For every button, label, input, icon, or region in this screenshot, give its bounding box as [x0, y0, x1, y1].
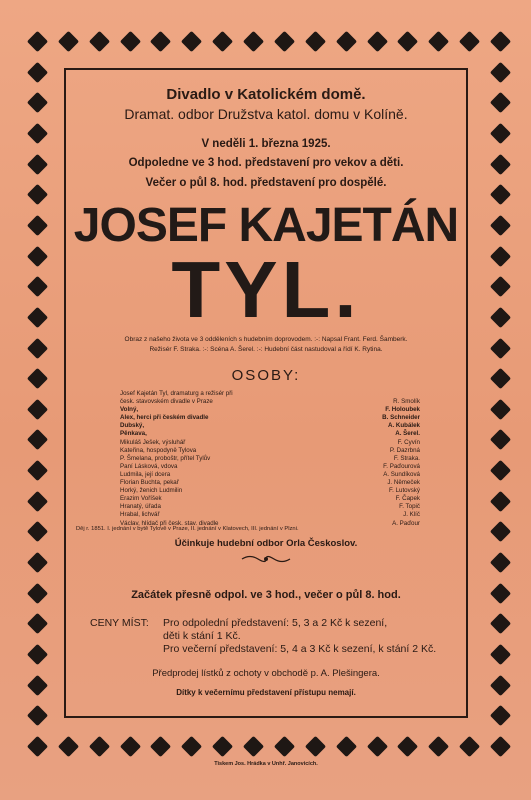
evening-line: Večer o půl 8. hod. představení pro dospělé.	[145, 177, 387, 189]
border-diamond	[490, 276, 511, 297]
cast-actor: F. Holoubek	[385, 406, 420, 414]
border-diamond	[181, 736, 202, 757]
cast-list	[120, 390, 420, 528]
cast-row	[120, 390, 420, 398]
cast-actor: R. Smolík	[393, 398, 420, 406]
cast-actor: A. Sundíková	[383, 470, 420, 478]
border-diamond	[490, 31, 511, 52]
border-diamond	[274, 736, 295, 757]
border-diamond	[490, 613, 511, 634]
subtitle-line-2: Režisér F. Straka. :-: Scéna A. Šerel. :-: Hudební část nastudoval a řídí K. Rytina.	[149, 346, 383, 353]
cast-role: Dubský,	[120, 422, 145, 430]
border-diamond	[27, 62, 48, 83]
notice-line: Dítky k večernímu představení přístupu nemají.	[176, 688, 356, 697]
cast-role: česk. stavovském divadle v Praze	[120, 398, 213, 406]
cast-role: Volný,	[120, 406, 139, 414]
cast-role: Alex, herci při českém divadle	[120, 414, 209, 422]
border-diamond	[27, 583, 48, 604]
border-diamond	[27, 307, 48, 328]
border-diamond	[490, 215, 511, 236]
prices-evening: Pro večerní představení: 5, 4 a 3 Kč k sezení, k stání 2 Kč.	[163, 643, 437, 655]
border-diamond	[212, 736, 233, 757]
border-diamond	[150, 736, 171, 757]
cast-actor: F. Cyvín	[397, 438, 420, 446]
border-diamond	[27, 521, 48, 542]
prices-afternoon: Pro odpolední představení: 5, 3 a 2 Kč k sezení,	[163, 617, 388, 629]
organizer-line: Dramat. odbor Družstva katol. domu v Kolíně.	[124, 106, 408, 122]
border-diamond	[459, 736, 480, 757]
title-line-2: TYL.	[171, 245, 361, 334]
cast-role: Hranatý, úřada	[120, 503, 161, 511]
border-diamond	[274, 31, 295, 52]
cast-role: Horký, ženich Ludmilin	[120, 487, 183, 495]
border-diamond	[27, 123, 48, 144]
border-diamond	[27, 399, 48, 420]
border-diamond	[27, 368, 48, 389]
cast-actor: B. Schneider	[382, 414, 420, 422]
border-diamond	[27, 184, 48, 205]
border-diamond	[366, 736, 387, 757]
border-diamond	[490, 675, 511, 696]
border-diamond	[490, 521, 511, 542]
border-diamond	[490, 429, 511, 450]
border-diamond	[305, 736, 326, 757]
border-diamond	[336, 736, 357, 757]
border-diamond	[27, 675, 48, 696]
prices-afternoon-kids: děti k stání 1 Kč.	[163, 630, 241, 642]
cast-row	[120, 406, 420, 414]
border-diamond	[27, 153, 48, 174]
border-diamond	[490, 583, 511, 604]
border-diamond	[490, 245, 511, 266]
cast-role: Václav, hlídač při česk. stav. divadle	[120, 519, 219, 527]
border-diamond	[27, 552, 48, 573]
cast-row	[120, 422, 420, 430]
border-diamond	[490, 460, 511, 481]
start-line: Začátek přesně odpol. ve 3 hod., večer o půl 8. hod.	[131, 589, 401, 601]
border-diamond	[428, 736, 449, 757]
border-diamond	[27, 460, 48, 481]
date-line: V neděli 1. března 1925.	[201, 138, 331, 150]
printer-line: Tiskem Jos. Hrádka v Unhř. Janovicích.	[214, 761, 318, 767]
border-diamond	[27, 215, 48, 236]
border-diamond	[490, 399, 511, 420]
border-diamond	[27, 644, 48, 665]
cast-row	[120, 471, 420, 479]
border-diamond	[243, 736, 264, 757]
border-diamond	[490, 705, 511, 726]
cast-row	[120, 511, 420, 519]
border-diamond	[27, 92, 48, 113]
border-diamond	[459, 31, 480, 52]
cast-row	[120, 463, 420, 471]
cast-actor: J. Klíč	[403, 511, 420, 519]
border-diamond	[490, 337, 511, 358]
cast-actor: F. Lutovský	[389, 487, 420, 495]
border-diamond	[397, 736, 418, 757]
border-diamond	[490, 92, 511, 113]
border-diamond	[27, 491, 48, 512]
ornament-icon	[240, 554, 292, 564]
border-diamond	[58, 31, 79, 52]
border-diamond	[119, 31, 140, 52]
cast-row	[120, 439, 420, 447]
cast-role: Kateřina, hospodyně Tylova	[120, 446, 197, 454]
border-diamond	[212, 31, 233, 52]
cast-role: Ludmila, její dcera	[120, 470, 171, 478]
cast-actor: F. Straka.	[393, 454, 420, 462]
border-diamond	[490, 62, 511, 83]
border-diamond	[490, 644, 511, 665]
cast-actor: P. Dazrbná	[389, 446, 420, 454]
cast-heading: OSOBY:	[231, 367, 301, 384]
border-diamond	[27, 613, 48, 634]
presale-line: Předprodej lístků z ochoty v obchodě p. A. Plešingera.	[152, 668, 380, 679]
border-diamond	[27, 245, 48, 266]
cast-role: Mikuláš Ješek, výsluhář	[120, 438, 186, 446]
border-diamond	[58, 736, 79, 757]
border-diamond	[428, 31, 449, 52]
cast-row	[120, 495, 420, 503]
border-diamond	[181, 31, 202, 52]
cast-role: Pěnkava,	[120, 430, 147, 438]
cast-role: Erazim Voříšek	[120, 495, 162, 503]
border-diamond	[243, 31, 264, 52]
border-diamond	[366, 31, 387, 52]
cast-actor: F. Paďourová	[383, 462, 420, 470]
afternoon-line: Odpoledne ve 3 hod. představení pro vekov a děti.	[128, 157, 404, 169]
cast-footnote: Děj r. 1851. I. jednání v bytě Tylově v Praze, II. jednání v Klatovech, III. jednání v Plzni.	[76, 526, 299, 532]
cast-role: P. Šmelana, proboštr, přítel Tylův	[120, 454, 211, 462]
cast-row	[120, 414, 420, 422]
cast-role: Florian Buchta, pekař	[120, 479, 179, 487]
prices-label: CENY MÍST:	[90, 617, 149, 629]
cast-actor: F. Topič	[399, 503, 420, 511]
cast-row	[120, 447, 420, 455]
title-line-1: JOSEF KAJETÁN	[73, 199, 459, 252]
border-diamond	[490, 123, 511, 144]
participation-line: Účinkuje hudební odbor Orla Českoslov.	[174, 538, 358, 549]
cast-role: Paní Lásková, vdova	[120, 462, 178, 470]
cast-actor: F. Čapek	[395, 495, 420, 503]
border-diamond	[490, 368, 511, 389]
subtitle-line-1: Obraz z našeho života ve 3 odděleních s hudebním doprovodem. :-: Napsal Frant. Ferd. Šamberk.	[124, 336, 408, 343]
cast-actor: J. Němeček	[387, 479, 420, 487]
border-diamond	[89, 31, 110, 52]
border-diamond	[27, 31, 48, 52]
border-diamond	[27, 337, 48, 358]
border-diamond	[490, 184, 511, 205]
border-diamond	[89, 736, 110, 757]
cast-row	[120, 398, 420, 406]
border-diamond	[27, 736, 48, 757]
cast-actor: A. Šerel.	[395, 430, 420, 438]
border-diamond	[490, 153, 511, 174]
cast-role: Josef Kajetán Tyl, dramaturg a režisér při	[120, 390, 233, 397]
cast-row	[120, 487, 420, 495]
cast-actor: A. Kubálek	[388, 422, 420, 430]
cast-row	[120, 430, 420, 438]
cast-row	[120, 479, 420, 487]
venue-line: Divadlo v Katolickém domě.	[166, 86, 366, 103]
border-diamond	[397, 31, 418, 52]
border-diamond	[336, 31, 357, 52]
border-diamond	[27, 705, 48, 726]
border-diamond	[490, 552, 511, 573]
cast-actor: A. Paďour	[392, 519, 420, 527]
border-diamond	[490, 736, 511, 757]
border-diamond	[490, 491, 511, 512]
border-diamond	[119, 736, 140, 757]
border-diamond	[27, 429, 48, 450]
border-diamond	[305, 31, 326, 52]
border-diamond	[150, 31, 171, 52]
cast-row	[120, 455, 420, 463]
border-diamond	[27, 276, 48, 297]
cast-role: Hrabal, lichvář	[120, 511, 160, 519]
border-diamond	[490, 307, 511, 328]
cast-row	[120, 503, 420, 511]
